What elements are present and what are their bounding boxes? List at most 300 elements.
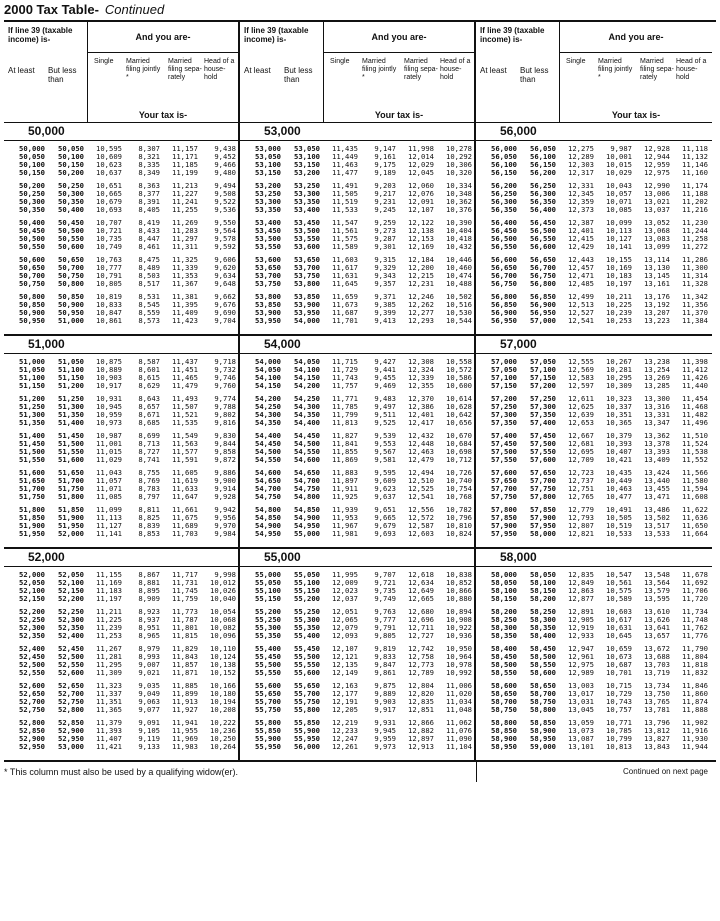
but-less-cell: 51,450 <box>58 431 84 440</box>
separate-tax-cell: 11,213 <box>172 181 198 190</box>
at-least-cell: 58,400 <box>491 644 517 653</box>
but-less-cell: 54,300 <box>294 402 320 411</box>
at-least-cell: 55,200 <box>255 607 281 616</box>
separate-tax-cell: 12,649 <box>408 586 434 595</box>
joint-tax-cell: 10,631 <box>606 623 632 632</box>
joint-tax-cell: 8,391 <box>138 197 160 206</box>
single-tax-cell: 11,911 <box>332 484 358 493</box>
joint-tax-cell: 10,085 <box>606 205 632 214</box>
footnote: * This column must also be used by a qualifying widow(er). <box>4 762 477 782</box>
separate-tax-cell: 12,913 <box>408 742 434 751</box>
table-row <box>476 743 712 751</box>
hoh-tax-cell: 10,586 <box>446 373 472 382</box>
at-least-cell: 58,000 <box>491 570 517 579</box>
but-less-cell: 52,600 <box>58 668 84 677</box>
hoh-tax-cell: 10,866 <box>446 586 472 595</box>
separate-tax-cell: 11,339 <box>172 263 198 272</box>
joint-tax-cell: 9,259 <box>374 218 396 227</box>
but-less-cell: 52,300 <box>58 615 84 624</box>
joint-tax-cell: 10,799 <box>606 734 632 743</box>
separate-tax-cell: 12,479 <box>408 455 434 464</box>
joint-tax-cell: 9,329 <box>374 263 396 272</box>
table-row <box>4 706 238 714</box>
joint-tax-cell: 9,525 <box>374 418 396 427</box>
at-least-cell: 50,950 <box>19 316 45 325</box>
at-least-cell: 54,300 <box>255 410 281 419</box>
but-less-cell: 55,450 <box>294 644 320 653</box>
hoh-tax-cell: 9,830 <box>214 431 236 440</box>
joint-tax-cell: 8,447 <box>138 234 160 243</box>
table-row <box>4 243 238 251</box>
joint-tax-cell: 9,539 <box>374 431 396 440</box>
joint-tax-cell: 10,561 <box>606 578 632 587</box>
separate-tax-cell: 12,122 <box>408 218 434 227</box>
but-less-cell: 54,800 <box>294 492 320 501</box>
at-least-cell: 55,400 <box>255 644 281 653</box>
table-row <box>240 493 474 501</box>
at-least-cell: 57,250 <box>491 402 517 411</box>
joint-tax-cell: 10,407 <box>606 447 632 456</box>
joint-tax-cell: 8,615 <box>138 373 160 382</box>
at-least-cell: 57,450 <box>491 439 517 448</box>
at-least-cell: 54,250 <box>255 402 281 411</box>
hoh-tax-cell: 11,916 <box>682 726 708 735</box>
at-least-cell: 57,900 <box>491 521 517 530</box>
single-tax-cell: 11,015 <box>96 447 122 456</box>
separate-tax-cell: 13,362 <box>644 431 670 440</box>
single-tax-cell: 11,729 <box>332 365 358 374</box>
but-less-cell: 52,550 <box>58 660 84 669</box>
separate-tax-cell: 11,171 <box>172 152 198 161</box>
hoh-tax-cell: 10,124 <box>210 652 236 661</box>
single-tax-cell: 12,513 <box>568 300 594 309</box>
hoh-tax-cell: 11,384 <box>682 316 708 325</box>
single-tax-cell: 11,001 <box>96 439 122 448</box>
separate-tax-cell: 11,731 <box>172 578 198 587</box>
at-least-cell: 52,850 <box>19 726 45 735</box>
hoh-tax-cell: 10,460 <box>446 263 472 272</box>
but-less-cell: 57,200 <box>530 381 556 390</box>
hoh-tax-cell: 10,432 <box>446 242 472 251</box>
joint-tax-cell: 8,349 <box>138 168 160 177</box>
income-section <box>4 336 238 549</box>
separate-tax-cell: 13,672 <box>644 644 670 653</box>
single-tax-cell: 11,855 <box>332 447 358 456</box>
at-least-cell: 50,300 <box>19 197 45 206</box>
single-tax-cell: 11,253 <box>96 631 122 640</box>
at-least-cell: 51,200 <box>19 394 45 403</box>
joint-tax-cell: 10,211 <box>606 292 632 301</box>
but-less-cell: 58,250 <box>530 607 556 616</box>
separate-tax-cell: 13,502 <box>644 513 670 522</box>
single-tax-cell: 12,359 <box>568 197 594 206</box>
row-group <box>4 608 238 640</box>
separate-tax-cell: 11,619 <box>172 476 198 485</box>
row-group <box>240 219 474 251</box>
joint-tax-cell: 8,573 <box>138 316 160 325</box>
table-row <box>4 206 238 214</box>
but-less-cell: 56,250 <box>530 181 556 190</box>
single-tax-cell: 11,197 <box>96 594 122 603</box>
separate-tax-cell: 12,820 <box>408 689 434 698</box>
joint-tax-cell: 9,483 <box>374 394 396 403</box>
at-least-cell: 50,850 <box>19 300 45 309</box>
single-tax-cell: 11,337 <box>96 689 122 698</box>
hoh-tax-cell: 11,454 <box>682 394 708 403</box>
hoh-tax-cell: 10,264 <box>210 742 236 751</box>
joint-tax-cell: 9,035 <box>138 681 160 690</box>
table-row <box>4 632 238 640</box>
but-less-cell: 55,200 <box>294 594 320 603</box>
joint-tax-cell: 9,721 <box>374 578 396 587</box>
at-least-cell: 52,300 <box>19 623 45 632</box>
hoh-tax-cell: 10,908 <box>446 615 472 624</box>
separate-tax-cell: 11,269 <box>172 218 198 227</box>
separate-tax-cell: 12,215 <box>408 271 434 280</box>
joint-tax-cell: 9,231 <box>374 197 396 206</box>
but-less-cell: 51,100 <box>58 365 84 374</box>
joint-tax-cell: 10,519 <box>606 521 632 530</box>
hoh-tax-cell: 10,950 <box>446 644 472 653</box>
at-least-cell: 55,700 <box>255 697 281 706</box>
but-less-cell: 58,100 <box>530 578 556 587</box>
but-less-cell: 54,200 <box>294 381 320 390</box>
row-group <box>476 571 712 603</box>
table-row <box>476 669 712 677</box>
at-least-cell: 54,650 <box>255 476 281 485</box>
single-tax-cell: 10,735 <box>96 234 122 243</box>
hoh-tax-cell: 9,914 <box>214 484 236 493</box>
hoh-tax-cell: 10,068 <box>210 615 236 624</box>
but-less-cell: 55,600 <box>294 668 320 677</box>
at-least-cell: 54,800 <box>255 505 281 514</box>
but-less-cell: 50,150 <box>58 160 84 169</box>
but-less-cell: 57,250 <box>530 394 556 403</box>
but-less-cell: 52,900 <box>58 726 84 735</box>
joint-tax-cell: 9,623 <box>374 484 396 493</box>
income-section <box>240 549 474 760</box>
separate-tax-cell: 12,308 <box>408 357 434 366</box>
at-least-cell: 55,350 <box>255 631 281 640</box>
but-less-cell: 55,400 <box>294 631 320 640</box>
single-tax-cell: 13,017 <box>568 689 594 698</box>
hoh-tax-cell: 10,152 <box>210 668 236 677</box>
but-less-cell: 54,000 <box>294 316 320 325</box>
table-row <box>4 669 238 677</box>
separate-tax-cell: 13,734 <box>644 681 670 690</box>
column-header <box>240 22 474 123</box>
at-least-cell: 53,950 <box>255 316 281 325</box>
single-tax-cell: 11,715 <box>332 357 358 366</box>
but-less-cell: 56,650 <box>530 255 556 264</box>
at-least-cell: 55,450 <box>255 652 281 661</box>
single-tax-cell: 12,919 <box>568 623 594 632</box>
joint-tax-cell: 10,057 <box>606 189 632 198</box>
at-least-cell: 58,100 <box>491 586 517 595</box>
hoh-tax-cell: 9,886 <box>214 468 236 477</box>
single-tax-cell: 11,449 <box>332 152 358 161</box>
at-least-cell: 57,700 <box>491 484 517 493</box>
separate-tax-cell: 12,603 <box>408 529 434 538</box>
hoh-tax-cell: 10,488 <box>446 279 472 288</box>
separate-tax-cell: 11,801 <box>172 623 198 632</box>
but-less-cell: 53,100 <box>294 152 320 161</box>
table-row <box>476 456 712 464</box>
single-tax-cell: 11,169 <box>96 578 122 587</box>
hoh-tax-cell: 10,320 <box>446 168 472 177</box>
but-less-cell: 51,050 <box>58 357 84 366</box>
joint-tax-cell: 10,589 <box>606 594 632 603</box>
table-row <box>240 530 474 538</box>
separate-tax-cell: 13,145 <box>644 271 670 280</box>
separate-tax-cell: 11,815 <box>172 631 198 640</box>
single-tax-cell: 12,149 <box>332 668 358 677</box>
single-tax-cell: 11,883 <box>332 468 358 477</box>
single-tax-cell: 12,429 <box>568 242 594 251</box>
hoh-tax-cell: 10,628 <box>446 402 472 411</box>
section-rows <box>240 567 474 760</box>
but-less-cell: 50,600 <box>58 242 84 251</box>
separate-tax-cell: 13,610 <box>644 607 670 616</box>
row-group <box>4 571 238 603</box>
table-row <box>476 632 712 640</box>
at-least-cell: 57,550 <box>491 455 517 464</box>
single-tax-cell: 11,491 <box>332 181 358 190</box>
table-row <box>4 530 238 538</box>
joint-tax-cell: 10,169 <box>606 263 632 272</box>
separate-tax-cell: 11,437 <box>172 357 198 366</box>
separate-tax-cell: 12,727 <box>408 631 434 640</box>
at-least-cell: 52,050 <box>19 578 45 587</box>
but-less-cell: 57,700 <box>530 476 556 485</box>
and-you-are-label: And you are- <box>608 32 664 42</box>
table-row <box>240 669 474 677</box>
hoh-tax-cell: 11,034 <box>446 697 472 706</box>
at-least-cell: 58,350 <box>491 631 517 640</box>
single-tax-cell: 12,205 <box>332 705 358 714</box>
at-least-cell: 51,450 <box>19 439 45 448</box>
table-row <box>240 743 474 751</box>
single-tax-cell: 11,533 <box>332 205 358 214</box>
but-less-cell: 53,250 <box>294 181 320 190</box>
at-least-cell: 52,550 <box>19 668 45 677</box>
single-tax-cell: 13,031 <box>568 697 594 706</box>
separate-tax-cell: 11,227 <box>172 189 198 198</box>
separate-tax-cell: 12,587 <box>408 521 434 530</box>
joint-tax-cell: 9,441 <box>374 365 396 374</box>
single-tax-cell: 12,933 <box>568 631 594 640</box>
joint-tax-cell: 10,673 <box>606 652 632 661</box>
at-least-cell: 54,050 <box>255 365 281 374</box>
joint-tax-cell: 9,693 <box>374 529 396 538</box>
hoh-tax-cell: 11,552 <box>682 455 708 464</box>
single-tax-cell: 12,709 <box>568 455 594 464</box>
hoh-tax-cell: 9,956 <box>214 513 236 522</box>
joint-tax-cell: 10,113 <box>606 226 632 235</box>
hoh-tax-cell: 11,664 <box>682 529 708 538</box>
at-least-label: At least <box>8 66 35 75</box>
joint-tax-cell: 8,797 <box>138 492 160 501</box>
at-least-cell: 50,400 <box>19 218 45 227</box>
separate-tax-cell: 11,423 <box>172 316 198 325</box>
single-tax-cell: 11,183 <box>96 586 122 595</box>
hoh-tax-cell: 11,846 <box>682 681 708 690</box>
joint-tax-cell: 10,463 <box>606 484 632 493</box>
at-least-cell: 54,450 <box>255 439 281 448</box>
single-tax-cell: 11,981 <box>332 529 358 538</box>
separate-tax-cell: 12,200 <box>408 263 434 272</box>
row-group <box>240 469 474 501</box>
single-tax-cell: 12,247 <box>332 734 358 743</box>
income-section <box>240 123 474 336</box>
hoh-tax-cell: 11,874 <box>682 697 708 706</box>
joint-tax-cell: 8,307 <box>138 144 160 153</box>
single-tax-cell: 11,743 <box>332 373 358 382</box>
joint-tax-cell: 8,671 <box>138 410 160 419</box>
at-least-cell: 54,950 <box>255 529 281 538</box>
row-group <box>4 432 238 464</box>
at-least-cell: 51,700 <box>19 484 45 493</box>
joint-tax-cell: 9,091 <box>138 718 160 727</box>
separate-tax-cell: 12,696 <box>408 615 434 624</box>
separate-tax-cell: 12,370 <box>408 394 434 403</box>
but-less-cell: 58,500 <box>530 652 556 661</box>
single-tax-cell: 12,527 <box>568 308 594 317</box>
row-group <box>476 293 712 325</box>
hoh-tax-cell: 10,012 <box>210 578 236 587</box>
separate-tax-cell: 13,595 <box>644 594 670 603</box>
at-least-cell: 51,500 <box>19 447 45 456</box>
but-less-cell: 57,800 <box>530 492 556 501</box>
at-least-cell: 54,400 <box>255 431 281 440</box>
single-tax-cell: 12,793 <box>568 513 594 522</box>
hoh-tax-cell: 9,732 <box>214 365 236 374</box>
hoh-tax-cell: 10,278 <box>446 144 472 153</box>
separate-tax-cell: 12,928 <box>644 144 670 153</box>
hoh-tax-cell: 9,564 <box>214 226 236 235</box>
joint-tax-cell: 10,505 <box>606 513 632 522</box>
single-tax-cell: 11,869 <box>332 455 358 464</box>
joint-tax-cell: 10,701 <box>606 668 632 677</box>
but-less-cell: 53,700 <box>294 263 320 272</box>
joint-tax-cell: 10,715 <box>606 681 632 690</box>
separate-tax-cell: 13,192 <box>644 300 670 309</box>
single-tax-cell: 11,687 <box>332 308 358 317</box>
joint-tax-cell: 9,119 <box>138 734 160 743</box>
but-less-cell: 55,800 <box>294 705 320 714</box>
row-group <box>476 682 712 714</box>
but-less-cell: 51,750 <box>58 484 84 493</box>
column-header <box>4 22 238 123</box>
at-least-cell: 54,900 <box>255 521 281 530</box>
hoh-tax-cell: 11,286 <box>682 255 708 264</box>
but-less-cell: 57,750 <box>530 484 556 493</box>
at-least-cell: 56,250 <box>491 189 517 198</box>
hoh-tax-cell: 10,348 <box>446 189 472 198</box>
single-tax-cell: 12,233 <box>332 726 358 735</box>
but-less-cell: 53,650 <box>294 255 320 264</box>
joint-tax-cell: 9,749 <box>374 594 396 603</box>
but-less-cell: 54,150 <box>294 373 320 382</box>
but-less-cell: 55,650 <box>294 681 320 690</box>
separate-tax-cell: 12,556 <box>408 505 434 514</box>
table-row <box>476 530 712 538</box>
but-less-cell: 52,700 <box>58 689 84 698</box>
separate-tax-cell: 13,703 <box>644 660 670 669</box>
at-least-cell: 51,300 <box>19 410 45 419</box>
hoh-tax-cell: 10,978 <box>446 660 472 669</box>
hoh-tax-cell: 9,452 <box>214 152 236 161</box>
single-tax-cell: 11,757 <box>332 381 358 390</box>
hoh-tax-cell: 9,746 <box>214 373 236 382</box>
section-rows <box>476 567 712 760</box>
at-least-cell: 52,000 <box>19 570 45 579</box>
separate-tax-cell: 11,199 <box>172 168 198 177</box>
hoh-tax-cell: 9,662 <box>214 292 236 301</box>
hoh-tax-cell: 9,480 <box>214 168 236 177</box>
separate-tax-cell: 13,037 <box>644 205 670 214</box>
row-group <box>240 293 474 325</box>
separate-tax-cell: 11,479 <box>172 381 198 390</box>
but-less-cell: 50,200 <box>58 168 84 177</box>
at-least-cell: 58,500 <box>491 660 517 669</box>
single-tax-cell: 10,987 <box>96 431 122 440</box>
hoh-tax-cell: 10,418 <box>446 234 472 243</box>
separate-tax-cell: 13,285 <box>644 381 670 390</box>
hoh-tax-cell: 9,494 <box>214 181 236 190</box>
but-less-cell: 56,550 <box>530 234 556 243</box>
single-tax-cell: 12,695 <box>568 447 594 456</box>
separate-tax-cell: 11,521 <box>172 410 198 419</box>
at-least-cell: 50,900 <box>19 308 45 317</box>
separate-tax-cell: 13,021 <box>644 197 670 206</box>
but-less-cell: 53,000 <box>58 742 84 751</box>
separate-tax-cell: 12,076 <box>408 189 434 198</box>
separate-tax-cell: 11,549 <box>172 431 198 440</box>
joint-tax-cell: 9,903 <box>374 697 396 706</box>
hoh-tax-cell: 11,804 <box>682 652 708 661</box>
separate-tax-cell: 12,029 <box>408 160 434 169</box>
income-section <box>476 123 712 336</box>
single-tax-cell: 13,059 <box>568 718 594 727</box>
joint-tax-cell: 10,421 <box>606 455 632 464</box>
but-less-label: But less than <box>48 66 77 84</box>
but-less-cell: 51,950 <box>58 521 84 530</box>
separate-tax-cell: 13,564 <box>644 578 670 587</box>
hoh-tax-cell: 10,306 <box>446 160 472 169</box>
separate-tax-cell: 13,378 <box>644 439 670 448</box>
income-section <box>240 336 474 549</box>
separate-tax-cell: 12,262 <box>408 300 434 309</box>
single-tax-cell: 11,267 <box>96 644 122 653</box>
tax-table-page <box>4 0 716 782</box>
joint-tax-cell: 10,547 <box>606 570 632 579</box>
separate-tax-cell: 12,773 <box>408 660 434 669</box>
single-tax-cell: 11,281 <box>96 652 122 661</box>
hoh-tax-cell: 10,530 <box>446 308 472 317</box>
at-least-cell: 56,850 <box>491 300 517 309</box>
hoh-tax-cell: 10,936 <box>446 631 472 640</box>
row-group <box>4 182 238 214</box>
separate-tax-cell: 12,153 <box>408 234 434 243</box>
joint-tax-cell: 10,729 <box>606 689 632 698</box>
but-less-cell: 53,050 <box>294 144 320 153</box>
separate-tax-cell: 13,424 <box>644 468 670 477</box>
status-single: Single <box>330 58 350 65</box>
separate-tax-cell: 12,138 <box>408 226 434 235</box>
at-least-cell: 57,150 <box>491 381 517 390</box>
at-least-cell: 56,400 <box>491 218 517 227</box>
